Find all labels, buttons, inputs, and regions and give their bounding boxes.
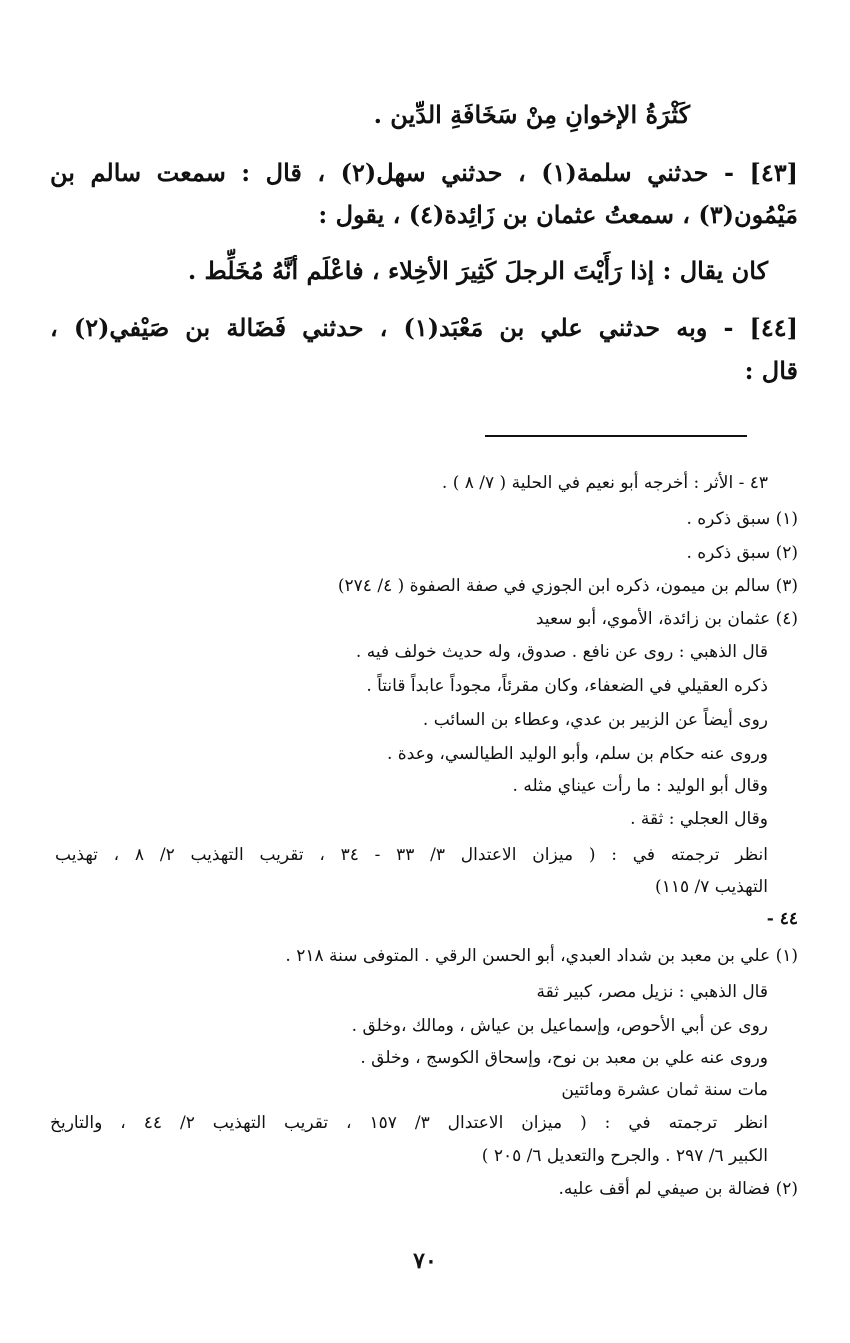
- footnote-line: روى أيضاً عن الزبير بن عدي، وعطاء بن السائب .: [422, 710, 768, 730]
- footnote-line: مات سنة ثمان عشرة ومائتين: [561, 1080, 768, 1100]
- footnote-heading: ٤٤ -: [766, 909, 798, 929]
- text-line-2: [٤٣] - حدثني سلمة(١) ، حدثني سهل(٢) ، قال : سمعت سالم بن: [50, 158, 798, 187]
- footnote-line: ذكره العقيلي في الضعفاء، وكان مقرئاً، مجوداً عابداً قانتاً .: [366, 676, 768, 696]
- footnote-line: الكبير ٦/ ٢٩٧ . والجرح والتعديل ٦/ ٢٠٥ ): [481, 1146, 768, 1166]
- footnote-line: (٣) سالم بن ميمون، ذكره ابن الجوزي في صفة الصفوة ( ٤/ ٢٧٤): [337, 576, 798, 596]
- footnote-line: روى عن أبي الأحوص، وإسماعيل بن عياش ، ومالك ،وخلق .: [351, 1016, 768, 1036]
- footnote-line: (٢) فضالة بن صيفي لم أقف عليه.: [558, 1179, 798, 1199]
- footnote-line: قال الذهبي : نزيل مصر، كبير ثقة: [536, 982, 768, 1002]
- footnote-line: ٤٣ - الأثر : أخرجه أبو نعيم في الحلية ( ٧/ ٨ ) .: [441, 473, 768, 493]
- footnote-line: انظر ترجمته في : ( ميزان الاعتدال ٣/ ٣٣ - ٣٤ ، تقريب التهذيب ٢/ ٨ ، تهذيب: [55, 845, 768, 865]
- text-line-4: كان يقال : إذا رَأَيْتَ الرجلَ كَثِيرَ الأخِلاء ، فاعْلَم أنَّهُ مُخَلِّط .: [187, 256, 768, 285]
- footnote-line: وقال العجلي : ثقة .: [630, 809, 768, 829]
- footnote-line: قال الذهبي : روى عن نافع . صدوق، وله حديث خولف فيه .: [355, 642, 768, 662]
- text-line-6: قال :: [744, 356, 798, 385]
- footnote-line: وروى عنه علي بن معبد بن نوح، وإسحاق الكوسج ، وخلق .: [360, 1048, 768, 1068]
- footnote-line: (١) علي بن معبد بن شداد العبدي، أبو الحسن الرقي . المتوفى سنة ٢١٨ .: [285, 946, 798, 966]
- text-line-1: كَثْرَةُ الإخوانِ مِنْ سَخَافَةِ الدِّين .: [373, 100, 690, 129]
- page-number: ٧٠: [413, 1248, 437, 1274]
- text-line-5: [٤٤] - وبه حدثني علي بن مَعْبَد(١) ، حدثني فَضَالة بن صَيْفي(٢) ،: [50, 313, 798, 342]
- footnote-line: وقال أبو الوليد : ما رأت عيناي مثله .: [512, 776, 768, 796]
- footnote-line: (٤) عثمان بن زائدة، الأموي، أبو سعيد: [535, 609, 798, 629]
- footnote-separator: [485, 435, 747, 437]
- footnote-line: انظر ترجمته في : ( ميزان الاعتدال ٣/ ١٥٧ ، تقريب التهذيب ٢/ ٤٤ ، والتاريخ: [50, 1113, 768, 1133]
- footnote-line: (٢) سبق ذكره .: [686, 543, 798, 563]
- footnote-line: وروى عنه حكام بن سلم، وأبو الوليد الطيالسي، وعدة .: [386, 744, 768, 764]
- text-line-3: مَيْمُون(٣) ، سمعتُ عثمان بن زَائِدة(٤) ، يقول :: [318, 200, 798, 229]
- footnote-line: (١) سبق ذكره .: [686, 509, 798, 529]
- footnote-line: التهذيب ٧/ ١١٥): [655, 877, 768, 897]
